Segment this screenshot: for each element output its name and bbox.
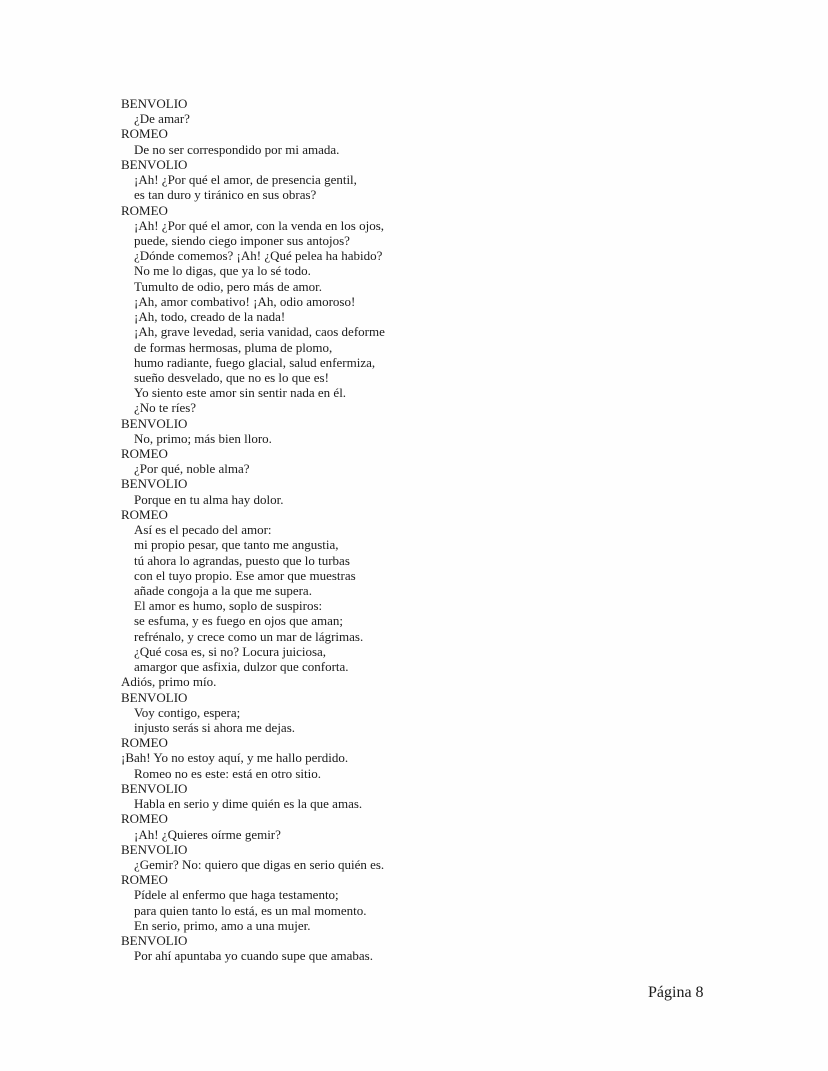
- dialogue-line: ¿Dónde comemos? ¡Ah! ¿Qué pelea ha habido?: [134, 248, 383, 264]
- dialogue-line: amargor que asfixia, dulzor que conforta.: [134, 659, 349, 675]
- speaker-name: ROMEO: [121, 446, 168, 462]
- speaker-name: BENVOLIO: [121, 96, 188, 111]
- play-script-text: [121, 96, 385, 963]
- speaker-name: BENVOLIO: [121, 689, 188, 705]
- speaker-name: BENVOLIO: [121, 933, 188, 949]
- dialogue-line: ¡Ah, grave levedad, seria vanidad, caos deforme: [134, 324, 385, 340]
- dialogue-line: ¿Gemir? No: quiero que digas en serio quién es.: [134, 856, 385, 872]
- dialogue-line: En serio, primo, amo a una mujer.: [134, 917, 311, 933]
- dialogue-line: con el tuyo propio. Ese amor que muestras: [134, 567, 356, 583]
- dialogue-line: añade congoja a la que me supera.: [134, 583, 312, 598]
- speaker-name: BENVOLIO: [121, 476, 188, 492]
- dialogue-line: sueño desvelado, que no es lo que es!: [134, 369, 329, 385]
- dialogue-line: ¿No te ríes?: [134, 400, 197, 416]
- dialogue-line: ¡Ah! ¿Por qué el amor, con la venda en los ojos,: [134, 217, 385, 233]
- dialogue-line: puede, siendo ciego imponer sus antojos?: [134, 232, 350, 248]
- speaker-name: BENVOLIO: [121, 841, 188, 857]
- dialogue-line: ¿Qué cosa es, si no? Locura juiciosa,: [134, 643, 327, 659]
- dialogue-line: De no ser correspondido por mi amada.: [134, 141, 340, 157]
- dialogue-line: refrénalo, y crece como un mar de lágrimas.: [134, 628, 364, 644]
- dialogue-line: ¡Ah! ¿Por qué el amor, de presencia gentil,: [134, 172, 357, 188]
- speaker-name: BENVOLIO: [121, 156, 188, 172]
- dialogue-line: es tan duro y tiránico en sus obras?: [134, 187, 317, 203]
- dialogue-line: Voy contigo, espera;: [134, 704, 241, 720]
- dialogue-line: Habla en serio y dime quién es la que amas.: [134, 796, 363, 812]
- dialogue-line: Por ahí apuntaba yo cuando supe que amabas.: [134, 948, 373, 964]
- dialogue-line: Romeo no es este: está en otro sitio.: [134, 765, 322, 781]
- dialogue-line: de formas hermosas, pluma de plomo,: [134, 339, 333, 355]
- speaker-name: BENVOLIO: [121, 780, 188, 796]
- dialogue-line: Adiós, primo mío.: [121, 674, 217, 690]
- dialogue-line: Pídele al enfermo que haga testamento;: [134, 887, 339, 903]
- speaker-name: BENVOLIO: [121, 415, 188, 431]
- dialogue-line: ¿Por qué, noble alma?: [134, 461, 250, 477]
- dialogue-line: Yo siento este amor sin sentir nada en él.: [134, 385, 347, 401]
- page-number: Página 8: [648, 984, 704, 1001]
- dialogue-line: Porque en tu alma hay dolor.: [134, 491, 284, 507]
- speaker-name: ROMEO: [121, 872, 168, 888]
- dialogue-line: No me lo digas, que ya lo sé todo.: [134, 263, 311, 279]
- dialogue-line: Así es el pecado del amor:: [134, 522, 272, 538]
- dialogue-line: Tumulto de odio, pero más de amor.: [134, 278, 323, 294]
- dialogue-line: tú ahora lo agrandas, puesto que lo turbas: [134, 552, 350, 568]
- dialogue-line: ¡Bah! Yo no estoy aquí, y me hallo perdido.: [121, 750, 349, 766]
- dialogue-line: ¡Ah, amor combativo! ¡Ah, odio amoroso!: [134, 293, 356, 309]
- dialogue-line: ¡Ah, todo, creado de la nada!: [134, 309, 286, 325]
- dialogue-line: ¿De amar?: [134, 111, 190, 127]
- speaker-name: ROMEO: [121, 202, 168, 218]
- dialogue-line: humo radiante, fuego glacial, salud enfermiza,: [134, 354, 376, 370]
- speaker-name: ROMEO: [121, 126, 168, 142]
- dialogue-line: El amor es humo, soplo de suspiros:: [134, 598, 323, 614]
- dialogue-line: No, primo; más bien lloro.: [134, 430, 272, 446]
- dialogue-line: injusto serás si ahora me dejas.: [134, 719, 296, 735]
- dialogue-line: mi propio pesar, que tanto me angustia,: [134, 537, 339, 553]
- dialogue-line: ¡Ah! ¿Quieres oírme gemir?: [134, 826, 281, 842]
- speaker-name: ROMEO: [121, 735, 168, 751]
- dialogue-line: se esfuma, y es fuego en ojos que aman;: [134, 613, 344, 629]
- speaker-name: ROMEO: [121, 811, 168, 827]
- dialogue-line: para quien tanto lo está, es un mal momento.: [134, 902, 367, 918]
- speaker-name: ROMEO: [121, 506, 168, 522]
